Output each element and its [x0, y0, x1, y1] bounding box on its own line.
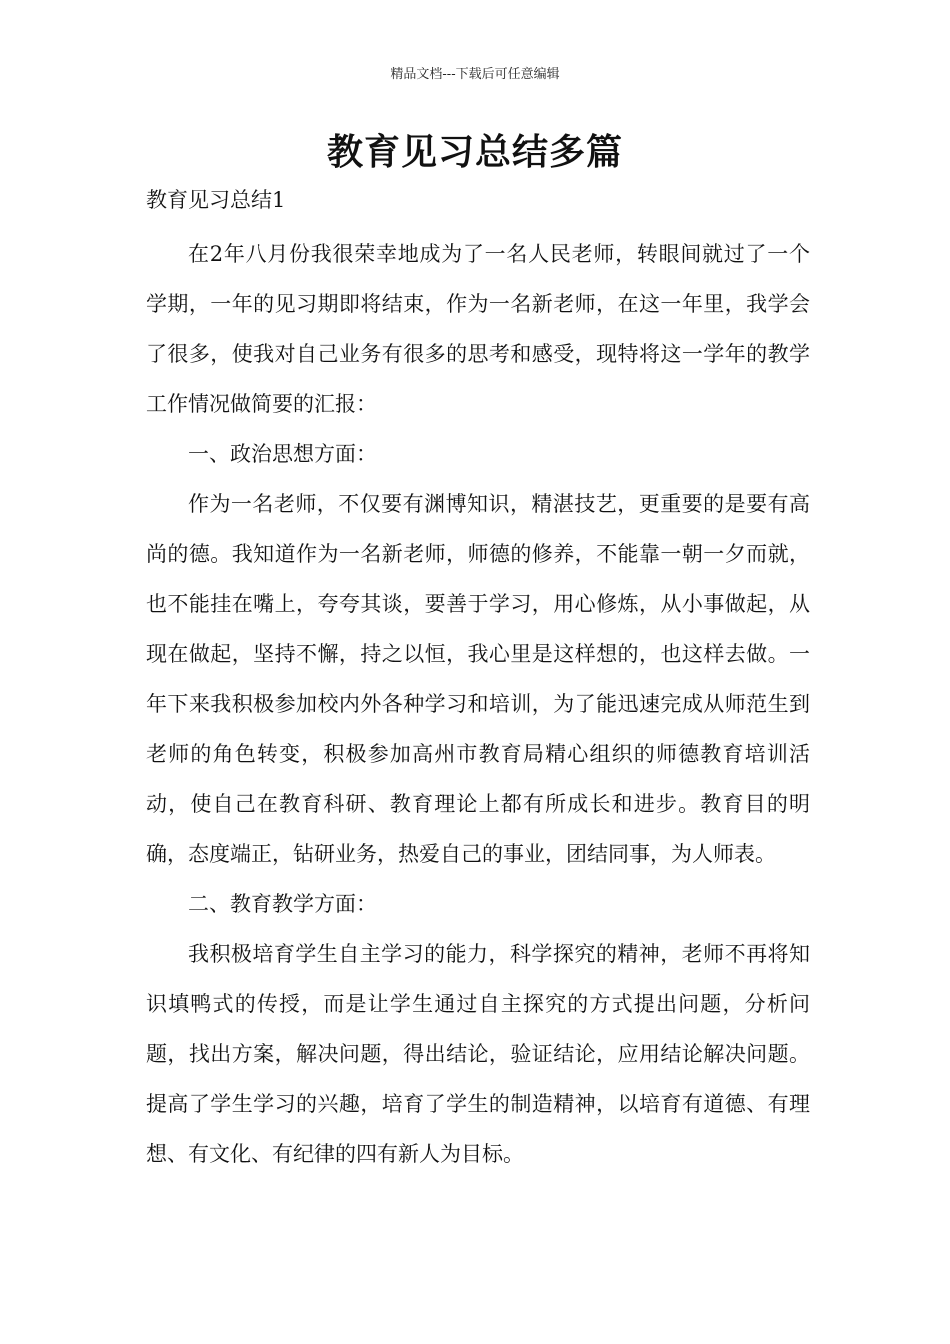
- paragraph-intro: 在2年八月份我很荣幸地成为了一名人民老师，转眼间就过了一个学期，一年的见习期即将结束，作为一名新老师，在这一年里，我学会了很多，使我对自己业务有很多的思考和感受，现特将这一学年的教学工作情况做简要的汇报：: [146, 242, 810, 416]
- paragraph-heading-politics: 一、政治思想方面：: [188, 442, 377, 466]
- paragraph-politics: 作为一名老师，不仅要有渊博知识，精湛技艺，更重要的是要有高尚的德。我知道作为一名新老师，师德的修养，不能靠一朝一夕而就，也不能挂在嘴上，夸夸其谈，要善于学习，用心修炼，从小事做起，从现在做起，坚持不懈，持之以恒，我心里是这样想的，也这样去做。一年下来我积极参加校内外各种学习和培训，为了能迅速完成从师范生到老师的角色转变，积极参加高州市教育局精心组织的师德教育培训活动，使自己在教育科研、教育理论上都有所成长和进步。教育目的明确，态度端正，钻研业务，热爱自己的事业，团结同事，为人师表。: [146, 492, 810, 866]
- paragraph-heading-teaching: 二、教育教学方面：: [188, 892, 377, 916]
- section-heading: 教育见习总结1: [146, 188, 286, 212]
- document-title: 教育见习总结多篇: [326, 132, 623, 173]
- paragraph-teaching: 我积极培育学生自主学习的能力，科学探究的精神，老师不再将知识填鸭式的传授，而是让学生通过自主探究的方式提出问题，分析问题，找出方案，解决问题，得出结论，验证结论，应用结论解决问题。提高了学生学习的兴趣，培育了学生的制造精神，以培育有道德、有理想、有文化、有纪律的四有新人为目标。: [146, 942, 810, 1166]
- document-body: [146, 229, 810, 1179]
- header-note: 精品文档---下载后可任意编辑: [390, 67, 560, 82]
